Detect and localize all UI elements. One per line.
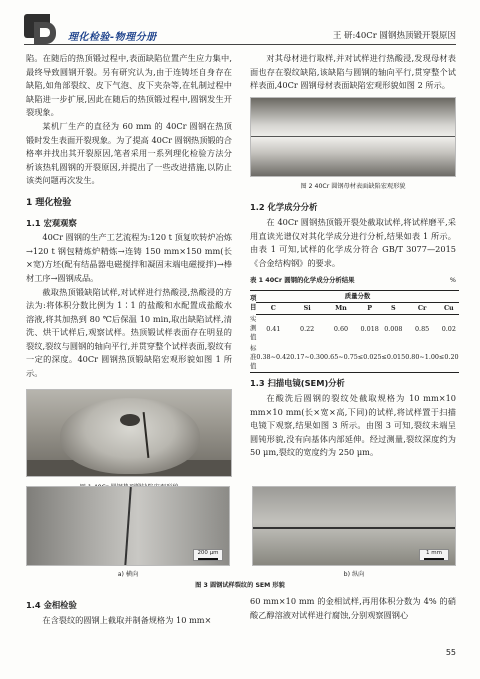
figure-2-image <box>250 97 456 177</box>
subsection-heading: 1.2 化学成分分析 <box>250 202 318 213</box>
figure-2-caption: 图 2 40Cr 圆钢母材表面缺陷宏观形貌 <box>300 182 406 190</box>
table-title: 表 1 40Cr 圆钢的化学成分分析结果 <box>250 276 355 285</box>
table-cell: 0.17~0.30 <box>290 343 324 373</box>
figure-3b-image <box>252 486 456 566</box>
journal-name: 理化检验-物理分册 <box>68 32 157 43</box>
table-caption <box>250 274 456 288</box>
paragraph: 60 mm×10 mm 的金相试样,再用体积分数为 4% 的硝酸乙醇溶液对试样进行腐蚀,分别观察圆钢心 <box>250 596 456 620</box>
table-cell: 0.80~1.00 <box>405 343 439 373</box>
figure-3a-image <box>26 486 230 566</box>
table-row <box>250 343 459 373</box>
figure-3-caption: 图 3 圆钢试样裂纹的 SEM 形貌 <box>195 582 285 589</box>
header-rule <box>24 44 456 45</box>
table-cell: 0.38~0.42 <box>256 343 290 373</box>
row-label: 实测值 <box>250 315 257 342</box>
table-header: S <box>382 302 406 314</box>
table-header: Si <box>290 302 324 314</box>
subsection-heading: 1.4 金相检验 <box>26 600 77 610</box>
scale-bar: 1 mm <box>419 549 449 561</box>
section-heading: 1 理化检验 <box>26 197 72 208</box>
composition-table <box>250 290 459 374</box>
paragraph: 某机厂生产的直径为 60 mm 的 40Cr 圆钢在热顶锻时发生表面开裂现象。为了提高 40Cr 圆钢热顶锻的合格率并找出其开裂原因,笔者采用一系列理化检验方法分析该热轧圆钢的开裂原因,并提出了一些改进措施,以防止该类问题再次发生。 <box>26 120 232 186</box>
table-cell: 0.65~0.75 <box>324 343 358 373</box>
table-header: Cu <box>439 302 459 314</box>
scale-bar: 200 μm <box>193 549 223 561</box>
running-title: 王 研:40Cr 圆钢热顶锻开裂原因 <box>332 31 456 41</box>
paragraph: 在 40Cr 圆钢热顶锻开裂处截取试样,将试样磨平,采用直读光谱仪对其化学成分进行分析,结果如表 1 所示。由表 1 可知,试样的化学成分符合 GB/T 3077—2015《合金结构钢》的要求。 <box>250 216 456 268</box>
bottom-right-text <box>250 595 456 622</box>
page-number: 55 <box>445 648 456 657</box>
paragraph: 截取热顶锻缺陷试样,对试样进行热酸浸,热酸浸的方法为:将体积分数比例为 1∶1 的盐酸和水配置成盐酸水溶液,将其加热到 80 ℃后保温 10 min,取出缺陷试样,清洗、烘干试样后,观察试样。热顶锻试样表面存在明显的裂纹,裂纹与圆钢的轴向平行,并贯穿整个试样表面,裂纹有一定的深度。40Cr 圆钢热顶锻缺陷宏观形貌如图 1 所示。 <box>26 286 232 379</box>
figure-3b-label: b) 纵向 <box>343 571 365 578</box>
table-cell: 0.22 <box>300 324 315 333</box>
paragraph: 在含裂纹的圆钢上截取并制备规格为 10 mm× <box>42 614 212 625</box>
table-cell: ≤0.015 <box>382 343 406 373</box>
table-header: P <box>358 302 382 314</box>
subsection-heading: 1.1 宏观观察 <box>26 217 77 228</box>
paragraph: 40Cr 圆钢的生产工艺流程为:120 t 顶复吹转炉冶炼→120 t 钢包精炼炉精炼→连铸 150 mm×150 mm(长×宽)方坯(配有结晶器电磁搅拌和凝固末端电磁搅拌)→棒材工序→圆钢成品。 <box>26 232 232 283</box>
subsection-heading: 1.3 扫描电镜(SEM)分析 <box>250 378 345 389</box>
table-cell: ≤0.20 <box>439 343 459 373</box>
paragraph: 在酸洗后圆钢的裂纹处截取规格为 10 mm×10 mm×10 mm(长×宽×高,下同)的试样,将试样置于扫描电镜下观察,结果如图 3 所示。由图 3 可知,裂纹未端呈圆钝形貌,没有向基体内部延伸。经过测量,裂纹深度约为 50 μm,裂纹的宽度约为 250 μm。 <box>250 393 456 458</box>
table-cell: 0.02 <box>441 324 456 333</box>
table-header: 项目 <box>250 290 256 314</box>
left-column <box>26 52 232 494</box>
figure-3a-label: a) 横向 <box>117 571 139 578</box>
bottom-left-text <box>26 595 232 627</box>
table-cell: ≤0.025 <box>358 343 382 373</box>
figure-1-image <box>26 389 232 477</box>
table-header: Cr <box>405 302 439 314</box>
table-cell: 0.018 <box>360 324 379 333</box>
table-header: 质量分数 <box>256 290 458 302</box>
right-column <box>250 52 459 460</box>
row-label: 标准值 <box>250 343 256 373</box>
paragraph: 对其母材进行取样,并对试样进行热酸浸,发现母材表面也存在裂纹缺陷,该缺陷与圆钢的轴向平行,贯穿整个试样表面,40Cr 圆钢母材表面缺陷宏观形貌如图 2 所示。 <box>250 53 456 91</box>
paragraph: 陷。在随后的热顶锻过程中,表面缺陷位置产生应力集中,最终导致圆钢开裂。另有研究认为,由于连铸坯自身存在缺陷,如角部裂纹、皮下气泡、皮下夹杂等,在轧制过程中缺陷进一步扩展,因此在随后的热顶锻过程中,圆钢发生开裂现象。 <box>26 53 232 118</box>
table-cell: 0.008 <box>384 324 403 333</box>
table-cell: 0.85 <box>414 324 430 333</box>
table-unit: % <box>449 276 456 285</box>
table-row <box>250 314 459 343</box>
table-header: C <box>256 302 290 314</box>
journal-logo <box>24 14 64 44</box>
table-cell: 0.60 <box>333 324 349 333</box>
table-header: Mn <box>324 302 358 314</box>
table-cell: 0.41 <box>266 324 281 333</box>
